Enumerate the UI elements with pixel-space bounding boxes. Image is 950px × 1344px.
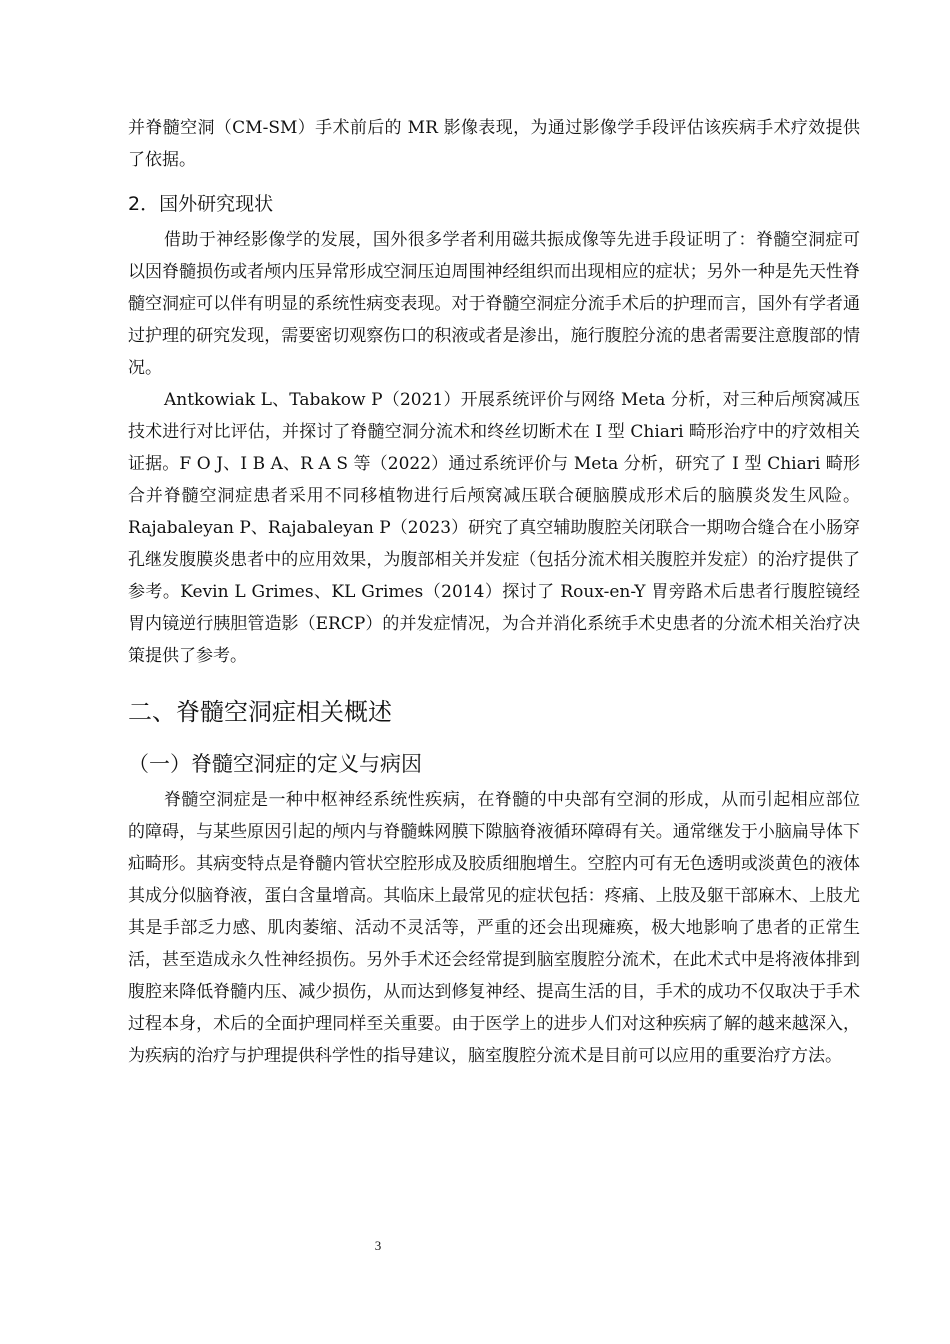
subsection-definition-heading: （一）脊髓空洞症的定义与病因 [128, 752, 422, 776]
definition-paragraph: 脊髓空洞症是一种中枢神经系统性疾病，在脊髓的中央部有空洞的形成，从而引起相应部位的障碍，与某些原因引起的颅内与脊髓蛛网膜下隙脑脊液循环障碍有关。通常继发于小脑扁导体下疝畸形。其病变特点是脊髓内管状空腔形成及胶质细胞增生。空腔内可有无色透明或淡黄色的液体其成分似脑脊液，蛋白含量增高。其临床上最常见的症状包括：疼痛、上肢及躯干部麻木、上肢尤其是手部乏力感、肌肉萎缩、活动不灵活等，严重的还会出现瘫痪，极大地影响了患者的正常生活，甚至造成永久性神经损伤。另外手术还会经常提到脑室腹腔分流术，在此术式中是将液体排到腹腔来降低脊髓内压、减少损伤，从而达到修复神经、提高生活的目，手术的成功不仅取决于手术过程本身，术后的全面护理同样至关重要。由于医学上的进步人们对这种疾病了解的越来越深入，为疾病的治疗与护理提供科学性的指导建议，脑室腹腔分流术是目前可以应用的重要治疗方法。 [128, 790, 860, 1066]
page-number: 3 [374, 1238, 382, 1253]
intro-continuation-paragraph: 并脊髓空洞（CM-SM）手术前后的 MR 影像表现，为通过影像学手段评估该疾病手术疗效提供了依据。 [128, 118, 860, 170]
foreign-research-paragraph-1: 借助于神经影像学的发展，国外很多学者利用磁共振成像等先进手段证明了：脊髓空洞症可以因脊髓损伤或者颅内压异常形成空洞压迫周围神经组织而出现相应的症状；另外一种是先天性脊髓空洞症可以伴有明显的系统性病变表现。对于脊髓空洞症分流手术后的护理而言，国外有学者通过护理的研究发现，需要密切观察伤口的积液或者是渗出，施行腹腔分流的患者需要注意腹部的情况。 [128, 230, 860, 378]
foreign-research-heading: 2．国外研究现状 [128, 193, 274, 215]
foreign-research-paragraph-2: Antkowiak L、Tabakow P（2021）开展系统评价与网络 Meta 分析，对三种后颅窝减压技术进行对比评估，并探讨了脊髓空洞分流术和终丝切断术在 Ⅰ 型 Chiari 畸形治疗中的疗效相关证据。F O J、I B A、R A S 等（2022）通过系统评价与 Meta 分析，研究了 Ⅰ 型 Chiari 畸形合并脊髓空洞症患者采用不同移植物进行后颅窝减压联合硬脑膜成形术后的脑膜炎发生风险。Rajabaleyan P、Rajabaleyan P（2023）研究了真空辅助腹腔关闭联合一期吻合缝合在小肠穿孔继发腹膜炎患者中的应用效果，为腹部相关并发症（包括分流术相关腹腔并发症）的治疗提供了参考。Kevin L Grimes、KL Grimes（2014）探讨了 Roux-en-Y 胃旁路术后患者行腹腔镜经胃内镜逆行胰胆管造影（ERCP）的并发症情况，为合并消化系统手术史患者的分流术相关治疗决策提供了参考。 [128, 390, 860, 666]
page-body [128, 112, 860, 1072]
section-two-heading: 二、脊髓空洞症相关概述 [128, 698, 392, 726]
